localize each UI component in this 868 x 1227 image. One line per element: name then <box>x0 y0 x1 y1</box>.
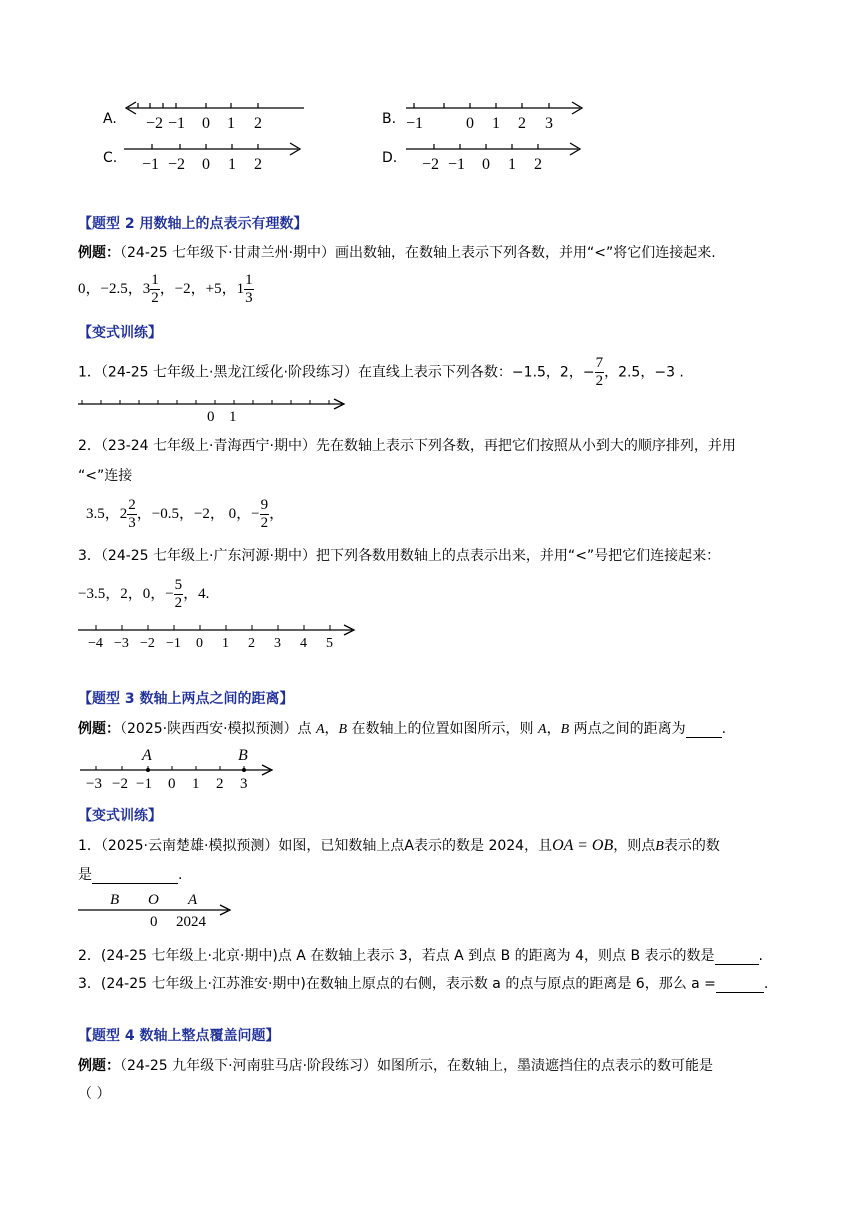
tick-label: 4 <box>300 636 307 651</box>
practice2-q1-line1: 1．（2025·云南楚雄·模拟预测）如图，已知数轴上点A表示的数是 2024，且OA = OB，则点B表示的数 <box>78 837 720 854</box>
tick-label: −1 <box>166 636 181 651</box>
tick-label: 2 <box>254 156 262 173</box>
fraction: $\frac{7}{2}$ <box>595 355 604 389</box>
type3-example: 例题：（2025·陕西西安·模拟预测）点 A，B 在数轴上的位置如图所示，则 A，B 两点之间的距离为 . <box>78 721 727 737</box>
tick-label: 5 <box>326 636 333 651</box>
tick-label: 0 <box>466 115 474 132</box>
tick-label: 2 <box>216 776 224 792</box>
option-d-number-line <box>400 137 590 173</box>
tick-label: −2 <box>168 156 186 173</box>
point-b-label: B <box>238 747 248 764</box>
tick-label: −2 <box>422 156 440 173</box>
type4-choice-paren: （ ） <box>78 1086 111 1102</box>
fraction: $\frac{9}{2}$ <box>260 497 269 531</box>
tick-label: 1 <box>227 115 235 132</box>
tick-label: 3 <box>274 636 281 651</box>
example-label: 例题： <box>78 721 120 737</box>
practice2-q3: 3．(24-25 七年级上·江苏淮安·期中)在数轴上原点的右侧，表示数 a 的点与原点的距离是 6，那么 a = . <box>78 976 769 992</box>
option-a-label: A. <box>103 111 117 127</box>
practice2-heading: 【变式训练】 <box>78 808 162 824</box>
numbers-part: 0，−2.5，3 <box>78 280 151 297</box>
fraction: $\frac{5}{2}$ <box>174 577 183 611</box>
tick-label: −1 <box>136 776 152 792</box>
tick-label: 0 <box>202 156 210 173</box>
question-tail: ，2.5，−3 . <box>604 364 684 381</box>
tick-label: −1 <box>142 156 160 173</box>
type4-example <box>78 1055 713 1075</box>
practice1-q3-number-line <box>76 620 361 652</box>
tick-label: −1 <box>448 156 466 173</box>
equation: OA = OB <box>552 837 614 854</box>
example-text: （24-25 九年级下·河南驻马店·阶段练习）如图所示，在数轴上，墨渍遮挡住的点表示的数可能是 <box>120 1058 714 1074</box>
type4-heading: 【题型 4 数轴上整点覆盖问题】 <box>78 1028 280 1044</box>
option-b-label: B. <box>382 111 397 127</box>
practice1-q1-number-line <box>76 396 351 426</box>
tick-label: 1 <box>192 776 200 792</box>
tick-label: −2 <box>146 115 164 132</box>
point-a-ref: A <box>315 722 325 737</box>
tick-label: 3 <box>545 115 553 132</box>
numbers-part: ，−2，+5，1 <box>159 280 245 297</box>
example-text: （24-25 七年级下·甘肃兰州·期中）画出数轴，在数轴上表示下列各数，并用“<”将它们连接起来. <box>120 245 716 261</box>
practice1-q3-numbers <box>78 578 209 611</box>
option-c-number-line <box>118 137 308 173</box>
practice1-heading: 【变式训练】 <box>78 325 162 341</box>
question-text: 1．（24-25 七年级上·黑龙江绥化·阶段练习）在直线上表示下列各数：−1.5，2，− <box>78 364 595 381</box>
type3-number-line <box>78 744 278 794</box>
example-label: 例题： <box>78 245 120 261</box>
tick-label: 0 <box>207 409 215 425</box>
option-c-label: C. <box>103 150 118 166</box>
question-text: 2．(24-25 七年级上·北京·期中)点 A 在数轴上表示 3，若点 A 到点 B 的距离为 4，则点 B 表示的数是 <box>78 948 715 964</box>
option-b-number-line <box>400 96 590 132</box>
numbers-part: 3.5，2 <box>86 505 128 522</box>
tick-label: 0 <box>150 914 158 930</box>
practice2-q1-number-line <box>76 886 236 930</box>
fraction: $\frac{1}{3}$ <box>245 272 253 306</box>
point-b-ref: B <box>338 722 348 737</box>
numbers-part: ， <box>269 505 285 522</box>
tick-label: 0 <box>202 115 210 132</box>
question-text: 3．(24-25 七年级上·江苏淮安·期中)在数轴上原点的右侧，表示数 a 的点与原点的距离是 6，那么 a = <box>78 976 716 992</box>
type2-numbers <box>78 273 254 306</box>
example-label: 例题： <box>78 1058 120 1074</box>
practice1-q1 <box>78 356 684 389</box>
type2-heading: 【题型 2 用数轴上的点表示有理数】 <box>78 216 308 232</box>
practice1-q2-line2: “<”连接 <box>78 468 133 484</box>
tick-label: −2 <box>112 776 128 792</box>
question-text: 1．（2025·云南楚雄·模拟预测）如图，已知数轴上点A表示的数是 2024，且 <box>78 838 553 854</box>
fraction: $\frac{1}{2}$ <box>151 272 159 306</box>
practice2-q1-line2: 是 . <box>78 867 183 883</box>
practice1-q2-numbers <box>86 498 284 531</box>
answer-blank[interactable] <box>686 737 722 738</box>
tick-label: 1 <box>508 156 516 173</box>
tick-label: 2024 <box>176 914 206 930</box>
option-a-number-line <box>118 96 308 132</box>
tick-label: 2 <box>248 636 255 651</box>
tick-label: 1 <box>228 156 236 173</box>
tick-label: 1 <box>222 636 229 651</box>
tick-label: −2 <box>140 636 155 651</box>
tick-label: 2 <box>534 156 542 173</box>
point-o-label: O <box>148 892 159 908</box>
point-a-label: A <box>188 892 198 908</box>
answer-blank[interactable] <box>715 964 759 965</box>
example-text: 在数轴上的位置如图所示，则 <box>347 721 539 737</box>
option-d-label: D. <box>382 150 398 166</box>
tick-label: −4 <box>88 636 103 651</box>
tick-label: 0 <box>482 156 490 173</box>
tick-label: −3 <box>86 776 102 792</box>
tick-label: 0 <box>168 776 176 792</box>
numbers-part: −3.5，2，0，− <box>78 585 174 602</box>
type3-heading: 【题型 3 数轴上两点之间的距离】 <box>78 691 294 707</box>
practice1-q2-line1: 2．（23-24 七年级上·青海西宁·期中）先在数轴上表示下列各数，再把它们按照从小到大的顺序排列，并用 <box>78 438 736 454</box>
answer-blank[interactable] <box>716 992 764 993</box>
tick-label: −1 <box>406 115 424 132</box>
point-b-label: B <box>110 892 120 908</box>
point-a-label: A <box>142 747 152 764</box>
tick-label: 3 <box>240 776 248 792</box>
tick-label: 2 <box>254 115 262 132</box>
example-text: 两点之间的距离为 <box>569 721 686 737</box>
type2-example <box>78 242 716 262</box>
fraction: $\frac{2}{3}$ <box>128 497 136 531</box>
numbers-part: ，4. <box>183 585 210 602</box>
tick-label: −1 <box>168 115 186 132</box>
practice1-q3: 3．（24-25 七年级上·广东河源·期中）把下列各数用数轴上的点表示出来，并用“<”号把它们连接起来： <box>78 548 721 564</box>
example-text: （2025·陕西西安·模拟预测）点 <box>120 721 316 737</box>
tick-label: 2 <box>518 115 526 132</box>
answer-blank[interactable] <box>92 883 178 884</box>
practice2-q2: 2．(24-25 七年级上·北京·期中)点 A 在数轴上表示 3，若点 A 到点 B 的距离为 4，则点 B 表示的数是 . <box>78 948 763 964</box>
tick-label: 0 <box>196 636 203 651</box>
numbers-part: ，−0.5，−2， 0，− <box>136 505 260 522</box>
tick-label: −3 <box>114 636 129 651</box>
tick-label: 1 <box>229 409 237 425</box>
tick-label: 1 <box>492 115 500 132</box>
